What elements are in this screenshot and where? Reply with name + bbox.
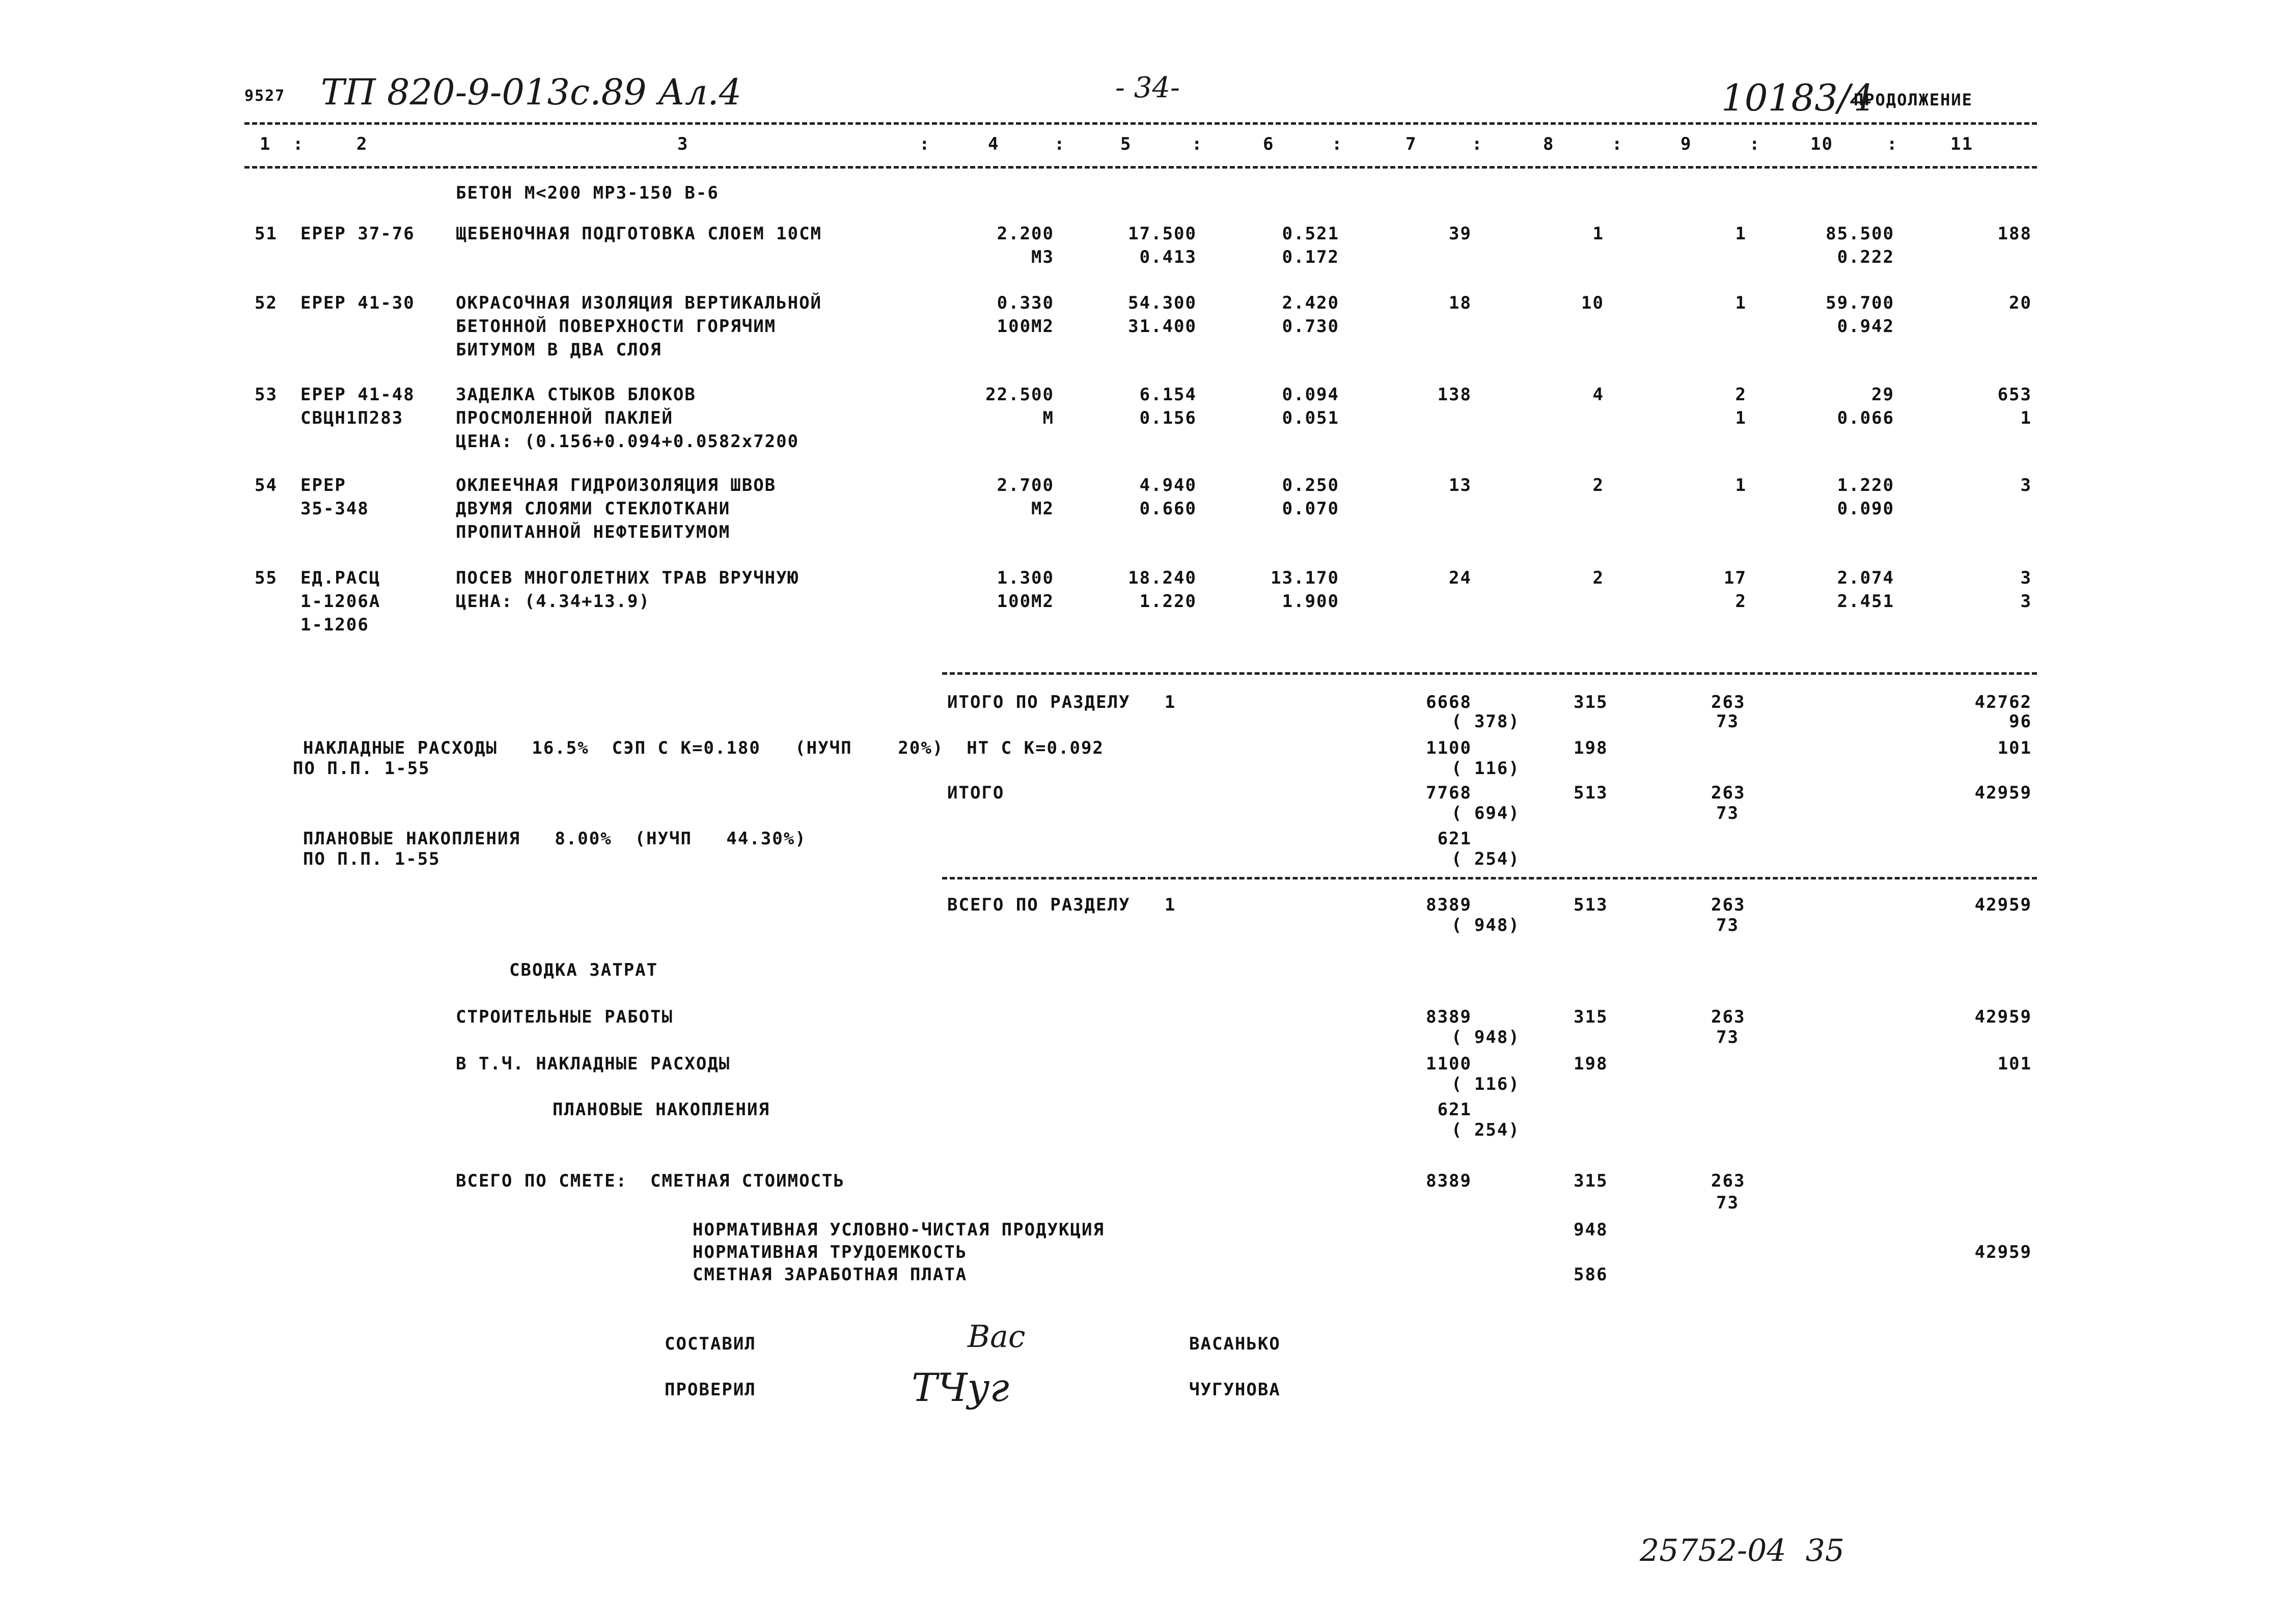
row-c11: 20	[2009, 293, 2032, 313]
col-header-10: 10	[1810, 134, 1833, 154]
row-c4: 0.330	[997, 293, 1054, 313]
row-c11: 188	[1997, 224, 2032, 244]
overhead-c8a: 198	[1574, 738, 1608, 758]
document-title: ТП 820-9-013с.89 Ал.4	[321, 71, 742, 113]
summary-overhead-c8a: 198	[1574, 1054, 1608, 1074]
row-c8: 1	[1592, 224, 1604, 244]
row-c9: 17	[1724, 568, 1747, 588]
row-description: ЩЕБЕНОЧНАЯ ПОДГОТОВКА СЛОЕМ 10СМ	[456, 224, 822, 244]
itogo-c11: 42959	[1974, 783, 2032, 803]
row-code: 1-1206А	[300, 591, 381, 612]
row-c11: 1	[2020, 408, 2032, 428]
row-c4: 2.700	[997, 475, 1054, 496]
row-number: 53	[255, 384, 278, 405]
row-c4: 2.200	[997, 224, 1054, 244]
planned-label: ПЛАНОВЫЕ НАКОПЛЕНИЯ 8.00% (НУЧП 44.30%)	[303, 829, 807, 849]
summary-overhead-c8b: ( 116)	[1451, 1074, 1520, 1094]
row-c11: 653	[1997, 384, 2032, 405]
row-c8: 2	[1592, 475, 1604, 496]
row-c7: 138	[1437, 384, 1472, 405]
row-c5: 0.413	[1139, 247, 1197, 267]
summary-planned-c8b: ( 254)	[1451, 1120, 1520, 1140]
vsego-section-c7: 8389	[1426, 895, 1472, 915]
row-description: ЦЕНА: (0.156+0.094+0.0582х7200	[456, 431, 800, 452]
summary-construction-c8b: ( 948)	[1451, 1027, 1520, 1048]
row-c9: 1	[1735, 224, 1747, 244]
summary-planned-c7: 621	[1437, 1099, 1472, 1120]
itogo-section-c9a: 263	[1711, 692, 1746, 712]
summary-construction-c7: 8389	[1426, 1007, 1472, 1027]
row-c7: 13	[1449, 475, 1472, 496]
col-header-6: 6	[1263, 134, 1275, 154]
itogo-section-label: ИТОГО ПО РАЗДЕЛУ 1	[947, 692, 1176, 712]
row-c10: 0.090	[1837, 499, 1894, 519]
row-c8: 4	[1592, 384, 1604, 405]
row-c9: 2	[1735, 384, 1747, 405]
row-c11: 3	[2020, 475, 2032, 496]
row-number: 54	[255, 475, 278, 496]
summary-overhead-c11: 101	[1997, 1054, 2032, 1074]
section-note: БЕТОН М<200 МРЗ-150 В-6	[456, 183, 719, 203]
itogo-c9b: 73	[1716, 803, 1739, 823]
summary-total-c8: 315	[1574, 1171, 1608, 1191]
row-c4: 100М2	[997, 316, 1054, 337]
checked-name: ЧУГУНОВА	[1189, 1380, 1281, 1400]
overhead-label: НАКЛАДНЫЕ РАСХОДЫ 16.5% СЭП С К=0.180 (НУЧП 20%) НТ С К=0.092	[303, 738, 1104, 758]
row-c5: 18.240	[1128, 568, 1197, 588]
row-c8: 10	[1581, 293, 1604, 313]
row-c4: 1.300	[997, 568, 1054, 588]
row-c8: 2	[1592, 568, 1604, 588]
summary-planned-label: ПЛАНОВЫЕ НАКОПЛЕНИЯ	[553, 1099, 770, 1120]
col-header-4: 4	[988, 134, 1000, 154]
row-c10: 0.942	[1837, 316, 1894, 337]
row-c10: 1.220	[1837, 475, 1894, 496]
page-number: - 34-	[1115, 71, 1180, 104]
row-c10: 0.222	[1837, 247, 1894, 267]
row-code: СВЦН1П283	[300, 408, 404, 428]
overhead-c7: 1100	[1426, 738, 1472, 758]
header-rule-bottom	[244, 166, 2037, 169]
row-description: ОКЛЕЕЧНАЯ ГИДРОИЗОЛЯЦИЯ ШВОВ	[456, 475, 777, 496]
itogo-section-c11a: 42762	[1974, 692, 2032, 712]
row-c10: 2.451	[1837, 591, 1894, 612]
summary-total-c9a: 263	[1711, 1171, 1746, 1191]
row-number: 51	[255, 224, 278, 244]
row-code: ЕД.РАСЦ	[300, 568, 381, 588]
row-c11: 3	[2020, 568, 2032, 588]
row-c5: 4.940	[1139, 475, 1197, 496]
row-c5: 31.400	[1128, 316, 1197, 337]
overhead-label-2: ПО П.П. 1-55	[293, 758, 430, 779]
row-c4: М	[1042, 408, 1054, 428]
row-c6: 0.070	[1282, 499, 1339, 519]
norm-product-label: НОРМАТИВНАЯ УСЛОВНО-ЧИСТАЯ ПРОДУКЦИЯ	[693, 1220, 1105, 1240]
row-code: 35-348	[300, 499, 369, 519]
footer-stamp: 25752-04 35	[1640, 1533, 1844, 1568]
row-c6: 0.172	[1282, 247, 1339, 267]
row-description: БИТУМОМ В ДВА СЛОЯ	[456, 340, 662, 360]
row-c5: 17.500	[1128, 224, 1197, 244]
itogo-section-c8b: ( 378)	[1451, 711, 1520, 732]
itogo-section-c11b: 96	[2009, 711, 2032, 732]
row-description: ПРОПИТАННОЙ НЕФТЕБИТУМОМ	[456, 522, 731, 542]
row-description: ЦЕНА: (4.34+13.9)	[456, 591, 650, 612]
row-number: 52	[255, 293, 278, 313]
row-code: ЕРЕР	[300, 475, 346, 496]
vsego-section-c11: 42959	[1974, 895, 2032, 915]
row-c6: 0.250	[1282, 475, 1339, 496]
row-c10: 0.066	[1837, 408, 1894, 428]
row-c4: М3	[1031, 247, 1054, 267]
overhead-c8b: ( 116)	[1451, 758, 1520, 779]
row-description: БЕТОННОЙ ПОВЕРХНОСТИ ГОРЯЧИМ	[456, 316, 777, 337]
summary-overhead-c7: 1100	[1426, 1054, 1472, 1074]
itogo-c7: 7768	[1426, 783, 1472, 803]
norm-product-value: 948	[1574, 1220, 1608, 1240]
col-header-11: 11	[1950, 134, 1973, 154]
row-description: ПРОСМОЛЕННОЙ ПАКЛЕЙ	[456, 408, 673, 428]
vsego-section-c9a: 263	[1711, 895, 1746, 915]
row-c4: 100М2	[997, 591, 1054, 612]
planned-c8b: ( 254)	[1451, 849, 1520, 869]
row-c6: 0.051	[1282, 408, 1339, 428]
summary-construction-label: СТРОИТЕЛЬНЫЕ РАБОТЫ	[456, 1007, 673, 1027]
col-header-7: 7	[1406, 134, 1417, 154]
compiled-signature: Вас	[968, 1319, 1026, 1355]
checked-signature: ТЧуг	[912, 1365, 1009, 1410]
row-c6: 1.900	[1282, 591, 1339, 612]
norm-labor-value: 42959	[1974, 1242, 2032, 1262]
totals-rule	[942, 672, 2037, 675]
row-c6: 0.521	[1282, 224, 1339, 244]
wage-value: 586	[1574, 1264, 1608, 1285]
row-c5: 54.300	[1128, 293, 1197, 313]
row-c7: 24	[1449, 568, 1472, 588]
planned-c7: 621	[1437, 829, 1472, 849]
summary-total-c9b: 73	[1716, 1193, 1739, 1213]
row-c9: 1	[1735, 293, 1747, 313]
row-c9: 2	[1735, 591, 1747, 612]
vsego-section-label: ВСЕГО ПО РАЗДЕЛУ 1	[947, 895, 1176, 915]
row-description: ОКРАСОЧНАЯ ИЗОЛЯЦИЯ ВЕРТИКАЛЬНОЙ	[456, 293, 822, 313]
row-description: ЗАДЕЛКА СТЫКОВ БЛОКОВ	[456, 384, 696, 405]
row-code: ЕРЕР 41-48	[300, 384, 415, 405]
row-c5: 6.154	[1139, 384, 1197, 405]
col-header-1: 1	[260, 134, 271, 154]
row-c7: 39	[1449, 224, 1472, 244]
row-number: 55	[255, 568, 278, 588]
itogo-c9a: 263	[1711, 783, 1746, 803]
row-code: ЕРЕР 37-76	[300, 224, 415, 244]
col-header-2: 2	[356, 134, 368, 154]
row-c10: 29	[1871, 384, 1894, 405]
continuation-label: ПРОДОЛЖЕНИЕ	[1854, 90, 1973, 109]
row-description: ДВУМЯ СЛОЯМИ СТЕКЛОТКАНИ	[456, 499, 731, 519]
itogo-c8b: ( 694)	[1451, 803, 1520, 823]
summary-overhead-label: В Т.Ч. НАКЛАДНЫЕ РАСХОДЫ	[456, 1054, 731, 1074]
overhead-c11: 101	[1997, 738, 2032, 758]
row-c7: 18	[1449, 293, 1472, 313]
row-c11: 3	[2020, 591, 2032, 612]
row-code: 1-1206	[300, 615, 369, 635]
summary-total-label: ВСЕГО ПО СМЕТЕ: СМЕТНАЯ СТОИМОСТЬ	[456, 1171, 845, 1191]
itogo-label: ИТОГО	[947, 783, 1005, 803]
vsego-section-c8a: 513	[1574, 895, 1608, 915]
header-left-number: 9527	[244, 87, 286, 105]
row-c6: 0.730	[1282, 316, 1339, 337]
itogo-section-c7: 6668	[1426, 692, 1472, 712]
row-description: ПОСЕВ МНОГОЛЕТНИХ ТРАВ ВРУЧНУЮ	[456, 568, 800, 588]
col-header-8: 8	[1543, 134, 1555, 154]
checked-label: ПРОВЕРИЛ	[665, 1380, 756, 1400]
row-c6: 0.094	[1282, 384, 1339, 405]
col-header-5: 5	[1120, 134, 1132, 154]
summary-construction-c8a: 315	[1574, 1007, 1608, 1027]
archive-number: 10183/4	[1721, 76, 1874, 119]
itogo-section-c8a: 315	[1574, 692, 1608, 712]
planned-label-2: ПО П.П. 1-55	[303, 849, 440, 869]
vsego-rule	[942, 877, 2037, 879]
row-c9: 1	[1735, 408, 1747, 428]
wage-label: СМЕТНАЯ ЗАРАБОТНАЯ ПЛАТА	[693, 1264, 968, 1285]
row-c6: 13.170	[1271, 568, 1339, 588]
row-c4: 22.500	[985, 384, 1054, 405]
row-c5: 0.156	[1139, 408, 1197, 428]
vsego-section-c8b: ( 948)	[1451, 915, 1520, 935]
row-c4: М2	[1031, 499, 1054, 519]
row-c5: 1.220	[1139, 591, 1197, 612]
row-code: ЕРЕР 41-30	[300, 293, 415, 313]
itogo-section-c9b: 73	[1716, 711, 1739, 732]
summary-construction-c9a: 263	[1711, 1007, 1746, 1027]
row-c10: 85.500	[1826, 224, 1894, 244]
itogo-c8a: 513	[1574, 783, 1608, 803]
compiled-label: СОСТАВИЛ	[665, 1334, 756, 1354]
summary-construction-c11: 42959	[1974, 1007, 2032, 1027]
header-rule-top	[244, 122, 2037, 125]
row-c10: 59.700	[1826, 293, 1894, 313]
compiled-name: ВАСАНЬКО	[1189, 1334, 1281, 1354]
norm-labor-label: НОРМАТИВНАЯ ТРУДОЕМКОСТЬ	[693, 1242, 968, 1262]
summary-total-c7: 8389	[1426, 1171, 1472, 1191]
row-c9: 1	[1735, 475, 1747, 496]
summary-construction-c9b: 73	[1716, 1027, 1739, 1048]
summary-title: СВОДКА ЗАТРАТ	[509, 960, 658, 980]
vsego-section-c9b: 73	[1716, 915, 1739, 935]
row-c6: 2.420	[1282, 293, 1339, 313]
col-header-9: 9	[1681, 134, 1692, 154]
row-c10: 2.074	[1837, 568, 1894, 588]
col-header-3: 3	[677, 134, 689, 154]
row-c5: 0.660	[1139, 499, 1197, 519]
